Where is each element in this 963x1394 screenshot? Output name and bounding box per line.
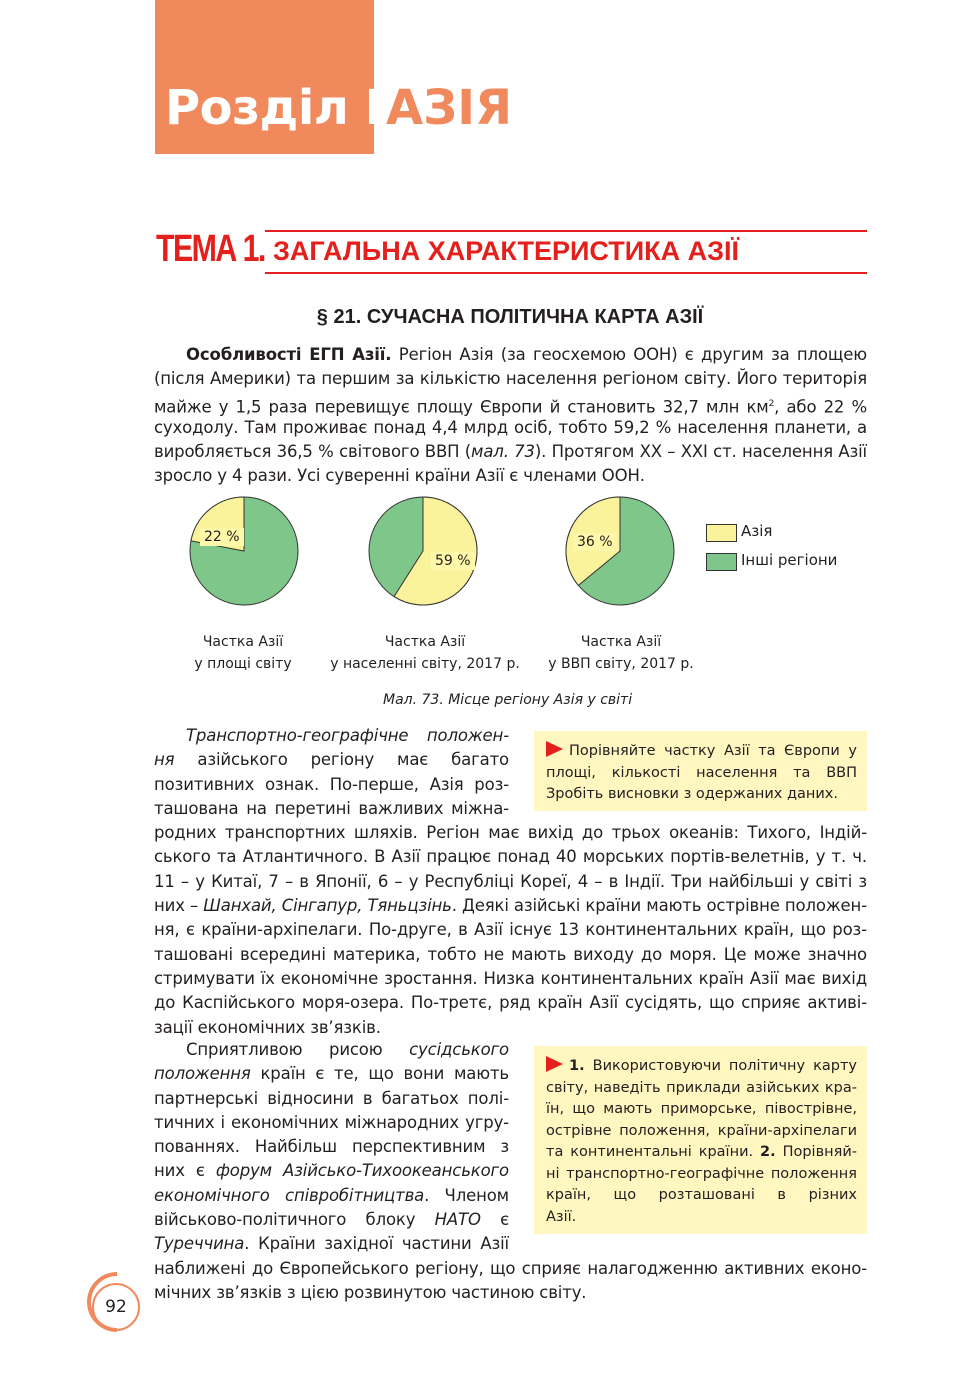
section-name: АЗІЯ	[386, 80, 513, 136]
task2-line-4: острівне положення, країни-архіпелаги	[546, 1122, 857, 1139]
chart-caption-area: Частка Азії у площі світу	[194, 634, 292, 672]
task2-line-1: 1. Використовуючи політичну карту	[546, 1056, 857, 1078]
body1-line-10: ташовані всередині материка, тобто не мають виходу до моря. Це може значно	[154, 944, 867, 964]
task2-line-8: Азії.	[546, 1208, 577, 1225]
legend-label-other: Інші регіони	[741, 551, 838, 569]
body2-line-10: наближені до Європейського регіону, що сприяє налагодженню активних еконо-	[154, 1258, 867, 1278]
body2-line-2: положення країн є те, що вони мають	[154, 1064, 509, 1084]
chart-caption-gdp: Частка Азії у ВВП світу, 2017 р.	[548, 634, 694, 672]
page-number: 92	[92, 1283, 140, 1331]
body1-line-9: ня, є країни-архіпелаги. По-друге, в Азії існує 13 континентальних країн, що роз-	[154, 920, 867, 940]
task1-line-3: Зробіть висновки з одержаних даних.	[546, 786, 838, 802]
chart-caption-population: Частка Азії у населенні світу, 2017 р.	[330, 634, 520, 672]
intro-line-3: майже у 1,5 раза перевищує площу Європи й становить 32,7 млн $км^2$, або 22 %	[154, 397, 867, 416]
topic-rule-bottom	[265, 272, 867, 274]
task2-line-3: їн, що мають приморське, півострівне,	[546, 1101, 857, 1117]
task2-line-2: світу, наведіть приклади азійських кра-	[546, 1079, 857, 1096]
intro-line-5: виробляється 36,5 % світового ВВП (мал. 73). Протягом XX – XXI ст. населення Азії	[154, 442, 867, 462]
intro-line-2: (після Америки) та першим за кількістю населення регіоном світу. Його територія	[154, 369, 867, 389]
paragraph-title: § 21. СУЧАСНА ПОЛІТИЧНА КАРТА АЗІЇ	[316, 306, 704, 328]
task2-line-5: та континентальні країни. 2. Порівняй-	[546, 1144, 857, 1160]
intro-line-1: Особливості ЕГП Азії. Регіон Азія (за геосхемою ООН) є другим за площею	[186, 345, 867, 364]
transport-paragraph	[154, 724, 867, 1040]
section-label: Розділ II	[165, 80, 400, 136]
body1-line-3: позитивних ознак. По-перше, Азія роз-	[154, 774, 509, 794]
body1-line-6: ського та Атлантичного. В Азії працює понад 40 морських портів-велетнів, у т. ч.	[154, 847, 867, 867]
body1-line-2: ня азійського регіону має багато	[154, 750, 509, 770]
body1-line-8: них – Шанхай, Сінгапур, Тяньцзінь. Деякі азійські країни мають острівне положен-	[154, 896, 867, 916]
body2-line-11: мічних зв’язків з цією розвинутою частиною світу.	[154, 1282, 587, 1302]
task1-line-2: площі, кількості населення та ВВП	[546, 764, 857, 781]
task2-line-6: ні транспортно-географічне положення	[546, 1165, 857, 1182]
body1-line-12: до Каспійського моря-озера. По-третє, ряд країн Азії сусідять, що сприяє активі-	[154, 993, 867, 1013]
body1-line-11: стримувати їх економічне зростання. Низка континентальних країн Азії має вихід	[154, 968, 867, 988]
pie-label-population: 59 %	[431, 552, 475, 570]
body1-line-4: ташована на перетині важливих міжна-	[154, 798, 509, 818]
topic-label: ТЕМА 1.	[156, 228, 265, 270]
body1-line-1: Транспортно-географічне положен-	[186, 726, 509, 745]
body2-line-5: пованнях. Найбільш перспективним з	[154, 1137, 509, 1157]
body1-line-5: родних транспортних шляхів. Регіон має вихід до трьох океанів: Тихого, Індій-	[154, 823, 867, 843]
intro-line-4: суходолу. Там проживає понад 4,4 млрд осіб, тобто 59,2 % населення планети, а	[154, 417, 867, 437]
task2-line-7: країн, що розташовані в різних	[546, 1187, 857, 1203]
body2-line-7: економічного співробітництва. Членом	[154, 1185, 509, 1205]
pie-label-gdp: 36 %	[573, 533, 617, 551]
intro-line-6: зросло у 4 рази. Усі суверенні країни Азії є членами ООН.	[154, 466, 645, 486]
body2-line-6: них є форум Азійсько-Тихоокеанського	[154, 1161, 509, 1181]
body2-line-4: тичних і економічних міжнародних угру-	[154, 1112, 509, 1132]
body1-line-7: 11 – у Китаї, 7 – в Японії, 6 – у Республіці Кореї, 4 – в Індії. Три найбільші у світі з	[154, 871, 867, 891]
task1-line-1: Порівняйте частку Азії та Європи у	[546, 741, 857, 763]
intro-heading: Особливості ЕГП Азії.	[186, 345, 392, 364]
topic-rule-top	[265, 230, 867, 232]
intro-paragraph	[154, 343, 867, 489]
figure-caption: Мал. 73. Місце регіону Азія у світі	[383, 692, 633, 708]
body2-line-1: Сприятливою рисою сусідського	[186, 1040, 509, 1059]
legend-label-asia: Азія	[741, 522, 773, 540]
body2-line-3: партнерські відносини в багатьох полі-	[154, 1088, 509, 1108]
neighbour-paragraph	[154, 1038, 867, 1305]
topic-title: ЗАГАЛЬНА ХАРАКТЕРИСТИКА АЗІЇ	[273, 236, 739, 266]
pie-label-area: 22 %	[200, 528, 244, 546]
legend-swatch-asia	[706, 524, 737, 542]
body2-line-8: військово-політичного блоку НАТО є	[154, 1210, 509, 1230]
body1-line-13: зації економічних зв’язків.	[154, 1017, 381, 1037]
body2-line-9: Туреччина. Країни західної частини Азії	[154, 1234, 509, 1254]
legend-swatch-other	[706, 553, 737, 571]
